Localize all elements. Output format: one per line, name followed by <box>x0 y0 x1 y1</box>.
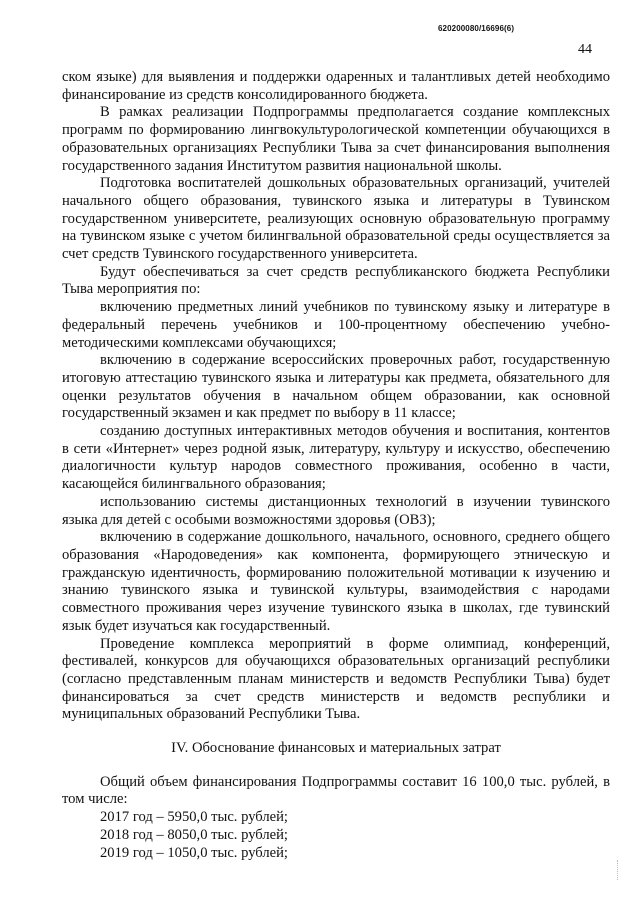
list-item: использованию системы дистанционных технологий в изучении тувинского языка для детей с особыми возможностями здоровья (ОВЗ); <box>62 493 610 528</box>
list-item: созданию доступных интерактивных методов обучения и воспитания, контентов в сети «Интернет» через родной язык, литературу, культуру и искусство, обеспечению диалогичности культур народов совместного проживания, особенно в части, касающейся билингвального образования; <box>62 423 610 493</box>
page-body <box>62 69 610 862</box>
paragraph: Проведение комплекса мероприятий в форме олимпиад, конференций, фестивалей, конкурсов для обучающихся образовательных организаций республики (согласно представленным планам министерств и ведомств Республики Тыва) будет финансироваться за счет средств министерств и ведомств республики и муниципальных образований Республики Тыва. <box>62 635 610 723</box>
page-number: 44 <box>578 42 592 57</box>
funding-year-2017: 2017 год – 5950,0 тыс. рублей; <box>100 809 288 826</box>
section-heading: IV. Обоснование финансовых и материальных затрат <box>171 740 501 757</box>
funding-total: Общий объем финансирования Подпрограммы составит 16 100,0 тыс. рублей, в том числе: <box>62 773 610 808</box>
list-item: включению в содержание всероссийских проверочных работ, государственную итоговую аттестацию тувинского языка и литературы как предмета, обязательного для оценки результатов обучения в начальном общем образовании, как основной государственный экзамен и как предмет по выбору в 11 классе; <box>62 352 610 422</box>
document-code: 620200080/16696(6) <box>438 24 515 33</box>
scan-edge-mark <box>615 860 618 880</box>
list-item: включению в содержание дошкольного, начального, основного, среднего общего образования «Народоведения» как компонента, формирующего этническую и гражданскую идентичность, формированию положительной мотивации к изучению и знанию тувинского языка и тувинской культуры, взаимодействия с народами совместного проживания через изучение тувинского языка в школах, где тувинский язык будет изучаться как государственный. <box>62 529 610 634</box>
paragraph: В рамках реализации Подпрограммы предполагается создание комплексных программ по формированию лингвокультурологической компетенции обучающихся в образовательных организациях Республики Тыва за счет финансирования выполнения государственного задания Институтом развития национальной школы. <box>62 104 610 174</box>
paragraph: Подготовка воспитателей дошкольных образовательных организаций, учителей начального общего образования, тувинского языка и литературы в Тувинском государственном университете, реализующих основную образовательную программу на тувинском языке с учетом билингвальной образовательной среды осуществляется за счет средств Тувинского государственного университета. <box>62 175 610 263</box>
funding-year-2018: 2018 год – 8050,0 тыс. рублей; <box>100 826 288 843</box>
paragraph: Будут обеспечиваться за счет средств республиканского бюджета Республики Тыва мероприятия по: <box>62 263 610 298</box>
paragraph-continuation: ском языке) для выявления и поддержки одаренных и талантливых детей необходимо финансирование из средств консолидированного бюджета. <box>62 69 610 103</box>
list-item: включению предметных линий учебников по тувинскому языку и литературе в федеральный перечень учебников и 100-процентному обеспечению учебно-методическими комплексами обучающихся; <box>62 299 610 351</box>
funding-year-2019: 2019 год – 1050,0 тыс. рублей; <box>100 844 288 861</box>
